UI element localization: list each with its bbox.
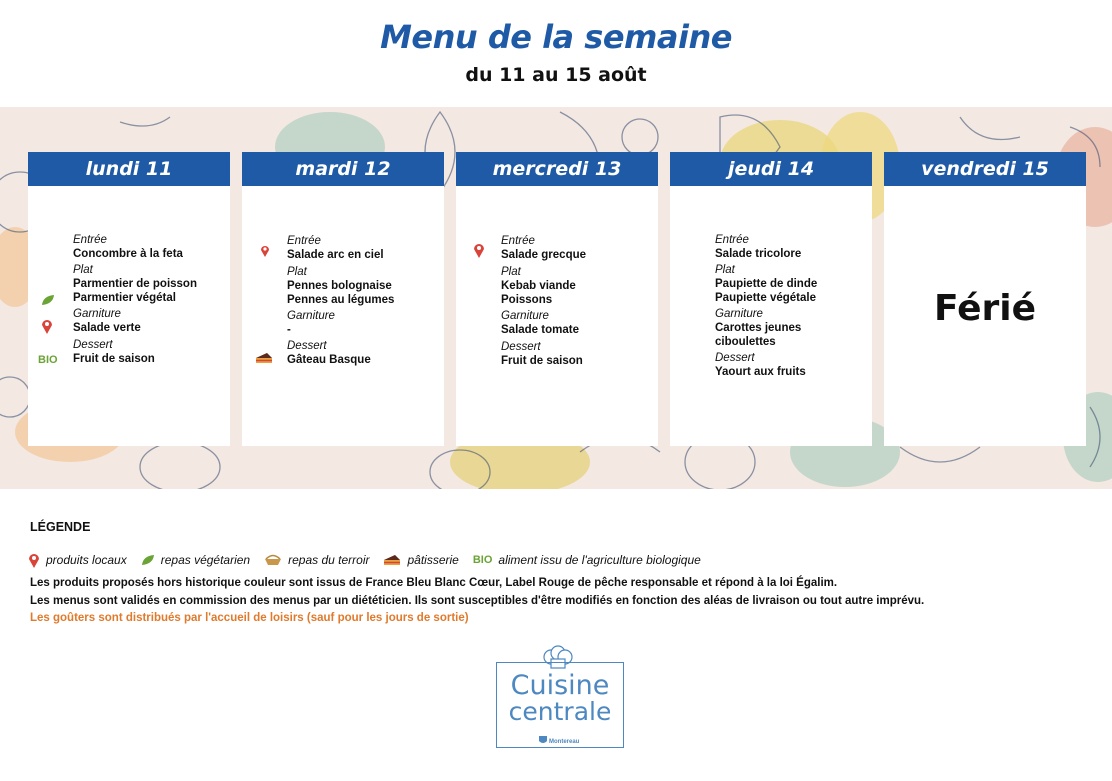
garniture-dish-1: Carottes jeunes: [715, 322, 802, 334]
plat-dish-2: Poissons: [501, 294, 553, 306]
dessert-dish: Yaourt aux fruits: [715, 366, 806, 378]
legend-item-vegetarian: [141, 553, 250, 567]
dessert-block: [501, 341, 654, 368]
legend-text: produits locaux: [46, 553, 127, 567]
plat-dish-2: Pennes au légumes: [287, 294, 395, 306]
plat-label: Plat: [501, 266, 521, 278]
location-pin-icon: [473, 242, 485, 259]
entree-label: Entrée: [73, 234, 107, 246]
legend-text: repas végétarien: [160, 553, 251, 567]
basket-icon: [264, 554, 282, 566]
plat-label: Plat: [73, 264, 93, 276]
plat-block: [715, 264, 868, 305]
dessert-block: [73, 339, 226, 366]
legend: [28, 551, 715, 569]
dessert-label: Dessert: [715, 352, 755, 364]
legend-item-local: [28, 552, 127, 569]
logo-line-2: centrale: [508, 697, 612, 726]
holiday-label: Férié: [933, 288, 1037, 329]
legend-text: aliment issu de l'agriculture biologique: [498, 553, 701, 567]
garniture-block: [287, 310, 440, 337]
page-subtitle: du 11 au 15 août: [465, 64, 647, 86]
dessert-dish: Fruit de saison: [73, 353, 155, 365]
dessert-block: [287, 340, 440, 367]
dessert-dish: Fruit de saison: [501, 355, 583, 367]
plat-dish-2: Parmentier végétal: [73, 292, 176, 304]
day-header: vendredi 15: [884, 152, 1086, 186]
garniture-block: [715, 308, 868, 349]
garniture-dish: Salade tomate: [501, 324, 579, 336]
plat-label: Plat: [287, 266, 307, 278]
cake-icon: [383, 554, 401, 566]
logo-city: Montereau: [549, 739, 580, 745]
page-title: Menu de la semaine: [380, 18, 732, 56]
note-line-3: Les goûters sont distribués par l'accueil de loisirs (sauf pour les jours de sortie): [30, 612, 469, 624]
entree-dish: Concombre à la feta: [73, 248, 183, 260]
plat-block: [287, 266, 440, 307]
entree-label: Entrée: [501, 235, 535, 247]
logo-line-1: Cuisine: [510, 670, 610, 701]
entree-label: Entrée: [287, 235, 321, 247]
entree-dish: Salade tricolore: [715, 248, 802, 260]
day-card-thursday: [670, 152, 872, 446]
city-crest-icon: [539, 736, 547, 745]
entree-block: [73, 234, 226, 261]
garniture-label: Garniture: [73, 308, 121, 320]
location-pin-icon: [260, 244, 270, 258]
plat-dish-1: Paupiette de dinde: [715, 278, 818, 290]
note-line-2: Les menus sont validés en commission des menus par un diététicien. Ils sont susceptibles d'être modifiés en fonction des aléas de livraison ou tout autre imprévu.: [30, 595, 925, 607]
note-line-1: Les produits proposés hors historique couleur sont issus de France Bleu Blanc Cœur, Label Rouge de pêche responsable et répond à la loi Égalim.: [30, 577, 838, 589]
legend-item-terroir: [264, 553, 369, 567]
entree-label: Entrée: [715, 234, 749, 246]
plat-dish-1: Pennes bolognaise: [287, 280, 392, 292]
bio-badge: BIO: [38, 354, 58, 366]
garniture-dish: Salade verte: [73, 322, 141, 334]
dessert-dish: Gâteau Basque: [287, 354, 371, 366]
plat-dish-2: Paupiette végétale: [715, 292, 816, 304]
legend-title: LÉGENDE: [30, 520, 91, 534]
legend-item-pastry: [383, 553, 458, 567]
day-card-wednesday: [456, 152, 658, 446]
cuisine-centrale-logo: [496, 662, 624, 748]
plat-block: [73, 264, 226, 305]
plat-block: [501, 266, 654, 307]
dessert-block: [715, 352, 868, 379]
entree-block: [715, 234, 868, 261]
legend-text: pâtisserie: [407, 553, 459, 567]
day-card-tuesday: [242, 152, 444, 446]
legend-item-bio: [473, 553, 701, 567]
location-pin-icon: [41, 318, 53, 335]
plat-dish-1: Parmentier de poisson: [73, 278, 197, 290]
garniture-dish: -: [287, 324, 291, 336]
garniture-block: [501, 310, 654, 337]
garniture-label: Garniture: [287, 310, 335, 322]
garniture-dish-2: ciboulettes: [715, 336, 776, 348]
dessert-label: Dessert: [73, 339, 113, 351]
day-header: mardi 12: [242, 152, 444, 186]
legend-text: repas du terroir: [288, 553, 370, 567]
garniture-label: Garniture: [715, 308, 763, 320]
dessert-label: Dessert: [501, 341, 541, 353]
garniture-label: Garniture: [501, 310, 549, 322]
plat-dish-1: Kebab viande: [501, 280, 576, 292]
garniture-block: [73, 308, 226, 335]
entree-dish: Salade arc en ciel: [287, 249, 384, 261]
day-header: jeudi 14: [670, 152, 872, 186]
entree-dish: Salade grecque: [501, 249, 587, 261]
dessert-label: Dessert: [287, 340, 327, 352]
plat-label: Plat: [715, 264, 735, 276]
leaf-icon: [141, 554, 155, 566]
leaf-icon: [41, 294, 55, 306]
entree-block: [287, 235, 440, 262]
day-card-monday: [28, 152, 230, 446]
location-pin-icon: [28, 552, 40, 569]
entree-block: [501, 235, 654, 262]
day-header: lundi 11: [28, 152, 230, 186]
day-header: mercredi 13: [456, 152, 658, 186]
day-card-friday: [884, 152, 1086, 446]
cake-icon: [255, 352, 273, 364]
bio-badge: BIO: [472, 554, 493, 566]
